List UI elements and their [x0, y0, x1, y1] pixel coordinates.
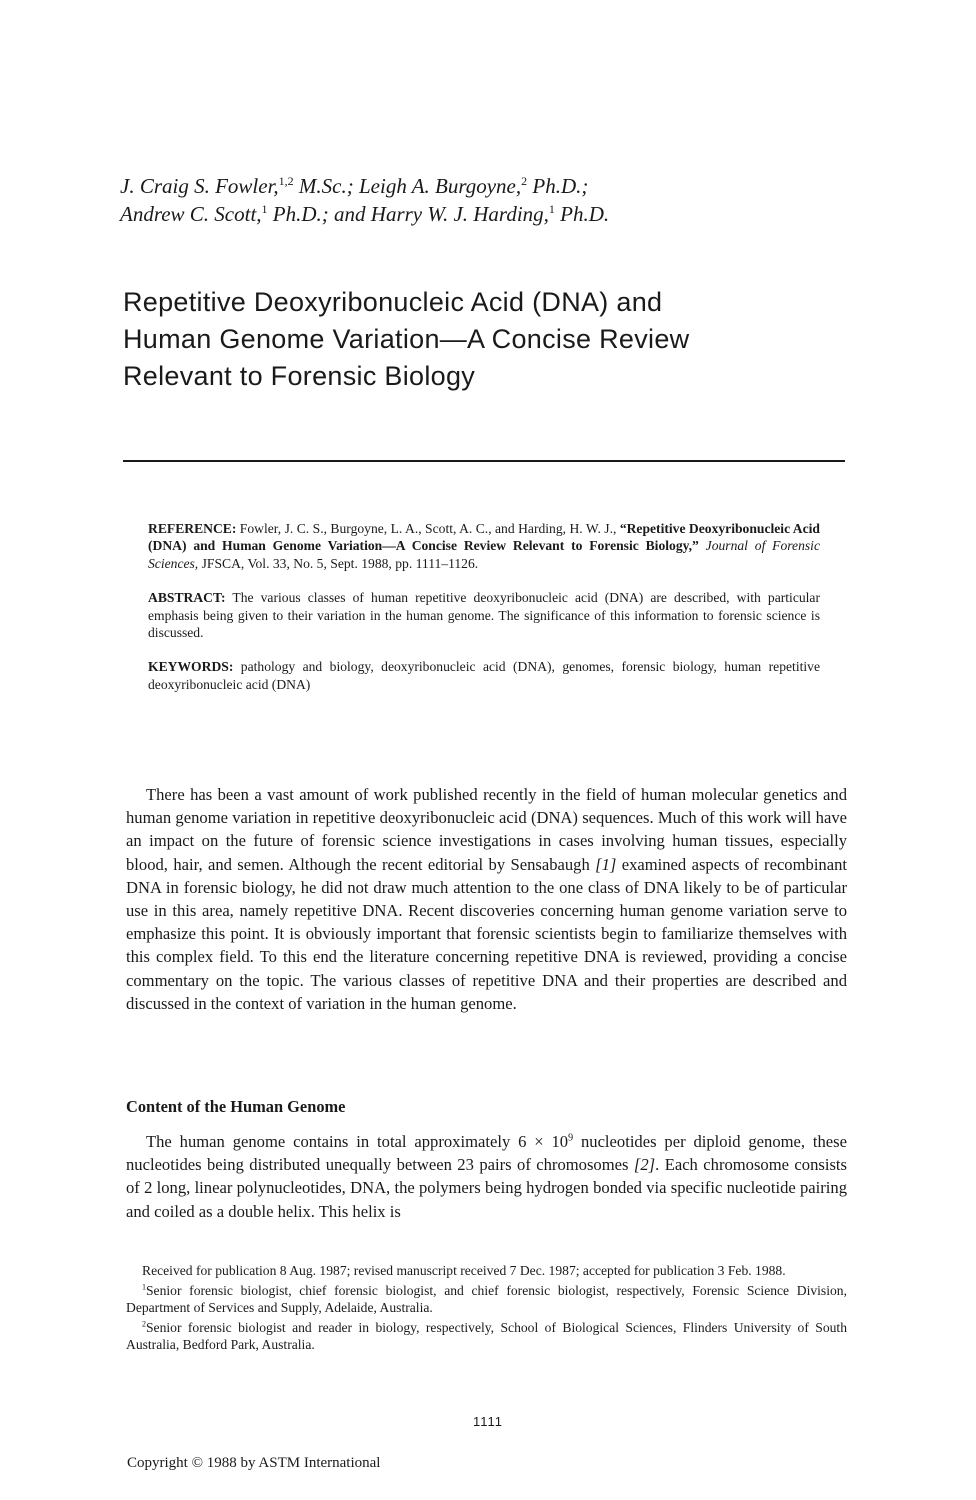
- author-degree: Ph.D.: [554, 202, 610, 226]
- abstract-text: The various classes of human repetitive deoxyribonucleic acid (DNA) are described, with particular emphasis being given to their variation in the human genome. The significance of this information to forensic science is discussed.: [148, 590, 820, 641]
- keywords-label: KEYWORDS:: [148, 659, 234, 675]
- citation-ref[interactable]: [2]: [633, 1155, 656, 1175]
- author-name: J. Craig S. Fowler,: [120, 174, 279, 198]
- paper-title: [123, 284, 863, 395]
- reference-citation: JFSCA, Vol. 33, No. 5, Sept. 1988, pp. 1111–1126.: [198, 555, 479, 571]
- keywords-text: pathology and biology, deoxyribonucleic acid (DNA), genomes, forensic biology, human repetitive deoxyribonucleic acid (DNA): [148, 659, 820, 692]
- affiliation-mark: 2: [521, 174, 528, 188]
- affiliation-mark: 1: [548, 202, 555, 216]
- reference-title: “Repetitive Deoxyribonucleic Acid (DNA) and Human Genome Variation—A Concise Review Relevant to Forensic Biology,”: [148, 521, 820, 554]
- footnote-text: Senior forensic biologist, chief forensic biologist, and chief forensic biologist, respectively, Forensic Science Division, Department of Services and Supply, Adelaide, Australia.: [126, 1282, 847, 1316]
- genome-text-1: The human genome contains in total approximately 6 × 10: [146, 1132, 569, 1151]
- genome-paragraph: [126, 1130, 847, 1223]
- intro-text-2: examined aspects of recombinant DNA in forensic biology, he did not draw much attention to the one class of DNA likely to be of particular use in this area, namely repetitive DNA. Recent discoveries concerning human genome variation serve to emphasize this point. It is obviously important that forensic scientists begin to familiarize themselves with this complex field. To this end the literature concerning repetitive DNA is reviewed, providing a concise commentary on the topic. The various classes of repetitive DNA and their properties are described and discussed in the context of variation in the human genome.: [126, 854, 847, 1013]
- intro-paragraph: [126, 783, 847, 1015]
- reference-block: [148, 520, 820, 572]
- exponent: 9: [568, 1132, 574, 1144]
- author-line-1: [120, 172, 880, 200]
- footnote-mark: 2: [142, 1319, 146, 1329]
- received-note: Received for publication 8 Aug. 1987; revised manuscript received 7 Dec. 1987; accepted for publication 3 Feb. 1988.: [142, 1263, 786, 1278]
- footnote-1: [126, 1282, 847, 1317]
- author-line-2: [120, 200, 880, 228]
- author-list: [120, 172, 880, 228]
- intro-text-1: There has been a vast amount of work published recently in the field of human molecular genetics and human genome variation in repetitive deoxyribonucleic acid (DNA) sequences. Much of this work will have an impact on the future of forensic science investigations in cases involving human tissues, especially blood, hair, and semen. Although the recent editorial by Sensabaugh: [126, 785, 847, 874]
- genome-section: [126, 1130, 847, 1223]
- genome-text-2: nucleotides per diploid genome, these nucleotides being distributed unequally between 23 pairs of chromosomes: [126, 1132, 847, 1175]
- front-matter: [148, 520, 820, 710]
- intro-section: [126, 783, 847, 1015]
- copyright-notice: Copyright © 1988 by ASTM International: [127, 1455, 381, 1471]
- author-name: Harry W. J. Harding,: [365, 202, 549, 226]
- author-degree: Ph.D.;: [527, 174, 589, 198]
- title-divider: [123, 460, 845, 462]
- reference-authors: Fowler, J. C. S., Burgoyne, L. A., Scott, A. C., and Harding, H. W. J.,: [236, 521, 620, 536]
- affiliation-mark: 1,2: [278, 174, 294, 188]
- abstract-block: [148, 589, 820, 641]
- citation-ref[interactable]: [1]: [595, 854, 617, 874]
- keywords-block: [148, 658, 820, 693]
- author-name: Andrew C. Scott,: [120, 202, 262, 226]
- footnote-text: Senior forensic biologist and reader in biology, respectively, School of Biological Sciences, Flinders University of South Australia, Bedford Park, Australia.: [126, 1319, 847, 1353]
- footnotes: [126, 1262, 847, 1356]
- footnote-2: [126, 1319, 847, 1354]
- author-degree: M.Sc.;: [293, 174, 354, 198]
- footnote-mark: 1: [142, 1282, 146, 1292]
- genome-text-3: . Each chromosome consists of 2 long, linear polynucleotides, DNA, the polymers being hydrogen bonded via specific nucleotide pairing and coiled as a double helix. This helix is: [126, 1155, 847, 1221]
- abstract-label: ABSTRACT:: [148, 590, 226, 606]
- title-line-3: Relevant to Forensic Biology: [123, 361, 476, 391]
- author-degree: Ph.D.; and: [267, 202, 366, 226]
- title-line-2: Human Genome Variation—A Concise Review: [123, 324, 690, 354]
- page-number: 1111: [472, 1414, 504, 1429]
- reference-label: REFERENCE:: [148, 521, 237, 536]
- section-heading: Content of the Human Genome: [126, 1097, 346, 1116]
- affiliation-mark: 1: [261, 202, 268, 216]
- author-name: Leigh A. Burgoyne,: [353, 174, 522, 198]
- title-line-1: Repetitive Deoxyribonucleic Acid (DNA) and: [123, 287, 663, 317]
- reference-journal: Journal of Forensic Sciences,: [148, 538, 820, 571]
